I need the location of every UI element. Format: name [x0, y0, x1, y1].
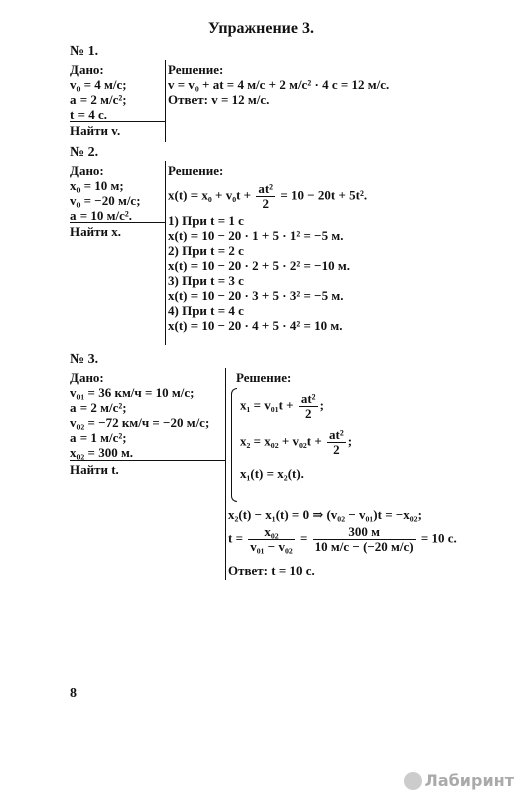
fraction [327, 428, 346, 457]
frac-den: 10 м/с − (−20 м/с) [314, 539, 414, 554]
steps [168, 213, 367, 333]
system-brace [231, 388, 237, 502]
given-line: Дано: [70, 62, 104, 77]
step-line: x(t) = 10 − 20 · 1 + 5 · 1² = −5 м. [168, 228, 344, 243]
given-line: a = 2 м/с²; [70, 92, 127, 107]
system-eq-2 [240, 428, 352, 457]
problem-2-solution [168, 163, 367, 333]
divider [70, 460, 226, 461]
step-line: 3) При t = 3 с [168, 273, 244, 288]
fraction [299, 392, 318, 421]
system-eq-1 [240, 392, 324, 421]
problem-1-find: Найти v. [70, 123, 121, 138]
t-equation [228, 525, 457, 554]
given-line: Дано: [70, 370, 104, 385]
frac-den: 2 [262, 196, 269, 211]
formula: v = v₀ + at = 4 м/с + 2 м/с² · 4 с = 12 м/с. [168, 77, 390, 92]
page-title: Упражнение 3. [207, 20, 314, 37]
eq-left: x₁ = v₀₁t + [240, 397, 294, 413]
divider [165, 161, 166, 345]
divider [70, 121, 166, 122]
frac-num: 300 м [313, 525, 416, 540]
solution-label: Решение: [168, 163, 224, 178]
problem-1-given [70, 62, 127, 122]
solution-label: Решение: [168, 62, 224, 77]
problem-1-number: № 1. [70, 44, 99, 59]
problem-2-given [70, 163, 141, 223]
eq-end: ; [347, 433, 353, 449]
step-line: 2) При t = 2 с [168, 243, 244, 258]
problem-3-given [70, 370, 209, 460]
eq-sign: = [300, 530, 308, 546]
step-line: x(t) = 10 − 20 · 3 + 5 · 3² = −5 м. [168, 288, 344, 303]
step-line: x(t) = 10 − 20 · 2 + 5 · 2² = −10 м. [168, 258, 350, 273]
problem-1-solution [168, 62, 389, 107]
given-line: a = 2 м/с²; [70, 400, 127, 415]
frac-num: at² [258, 181, 274, 196]
eq-left: x₂ = x₀₂ + v₀₂t + [240, 433, 322, 449]
answer: Ответ: v = 12 м/с. [168, 92, 270, 107]
given-line: v₀₁ = 36 км/ч = 10 м/с; [70, 385, 195, 400]
fraction [256, 182, 275, 211]
divider [70, 222, 166, 223]
eq-right: = 10 − 20t + 5t². [280, 187, 368, 203]
answer: Ответ: t = 10 с. [228, 563, 315, 578]
given-line: v₀₂ = −72 км/ч = −20 м/с; [70, 415, 210, 430]
eq-left: x(t) = x₀ + v₀t + [168, 187, 252, 203]
given-line: x₀₂ = 300 м. [70, 445, 134, 460]
labyrinth-logo-icon [404, 772, 422, 790]
result: = 10 с. [420, 530, 457, 546]
frac-num: at² [300, 391, 316, 406]
watermark-logo [404, 771, 514, 791]
step-line: x(t) = 10 − 20 · 4 + 5 · 4² = 10 м. [168, 318, 343, 333]
derivation-line: x₂(t) − x₁(t) = 0 ⇒ (v₀₂ − v₀₁)t = −x₀₂; [228, 507, 422, 522]
fraction [248, 525, 295, 554]
given-line: v₀ = 4 м/с; [70, 77, 127, 92]
watermark-text: Лабиринт [424, 770, 514, 790]
frac-num: x₀₂ [248, 525, 295, 540]
problem-2-number: № 2. [70, 145, 99, 160]
frac-den: 2 [333, 442, 340, 457]
problem-3-find: Найти t. [70, 462, 119, 477]
solution-label: Решение: [236, 370, 292, 385]
divider [225, 368, 226, 580]
given-line: a = 1 м/с²; [70, 430, 127, 445]
t-label: t = [228, 530, 243, 546]
eq-end: ; [319, 397, 324, 413]
given-line: x₀ = 10 м; [70, 178, 124, 193]
step-line: 1) При t = 1 с [168, 213, 244, 228]
page-number: 8 [70, 686, 77, 701]
given-line: v₀ = −20 м/с; [70, 193, 141, 208]
problem-3-number: № 3. [70, 352, 99, 367]
given-line: Дано: [70, 163, 104, 178]
fraction [313, 525, 416, 554]
frac-den: v₀₁ − v₀₂ [250, 539, 293, 554]
frac-num: at² [329, 427, 344, 442]
problem-2-find: Найти x. [70, 224, 121, 239]
equation [168, 182, 367, 211]
system-eq-3: x₁(t) = x₂(t). [240, 466, 304, 481]
step-line: 4) При t = 4 с [168, 303, 244, 318]
divider [165, 60, 166, 142]
frac-den: 2 [304, 406, 312, 421]
given-line: a = 10 м/с². [70, 208, 133, 223]
given-line: t = 4 с. [70, 107, 108, 122]
